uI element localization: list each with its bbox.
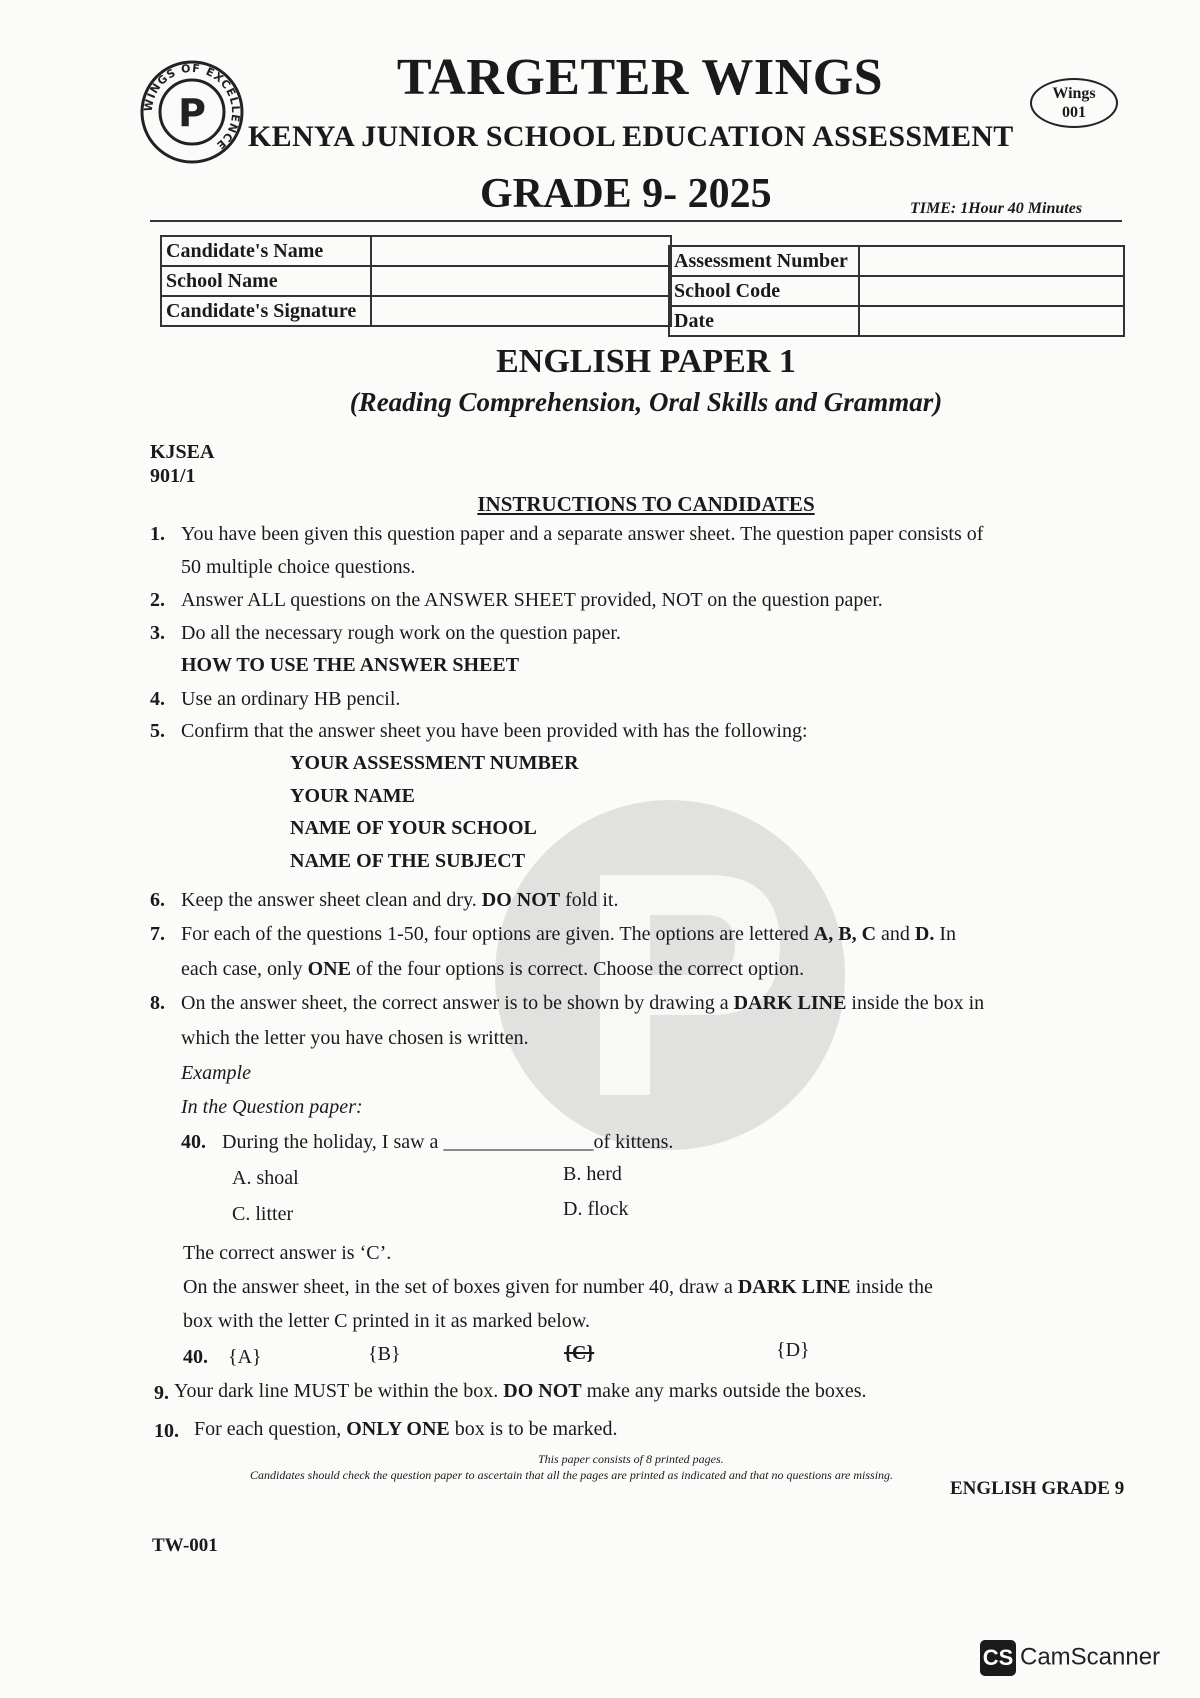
check-pages-note: Candidates should check the question paper to ascertain that all the pages are printed as indicated and that no questions are missing.: [250, 1468, 894, 1482]
option-a: A. shoal: [232, 1167, 299, 1189]
school-code-label: School Code: [669, 276, 859, 306]
instruction-3-text: Do all the necessary rough work on the question paper.: [181, 622, 621, 644]
text-run: Your dark line MUST be within the box.: [174, 1380, 504, 1402]
grade-title: GRADE 9- 2025: [480, 171, 772, 217]
text-run: For each question,: [194, 1418, 347, 1440]
paper-code-line2: 901/1: [150, 465, 196, 487]
checklist-item: NAME OF THE SUBJECT: [290, 850, 526, 872]
text-run-bold: ONE: [307, 958, 351, 980]
answer-box-number: 40.: [183, 1346, 208, 1368]
example-question-number: 40.: [181, 1131, 206, 1153]
candidate-signature-field[interactable]: [371, 296, 671, 326]
camscanner-logo-icon: CS: [980, 1640, 1016, 1676]
badge-line2: 001: [1062, 104, 1086, 121]
instruction-8-text: [181, 992, 984, 1015]
instruction-7-text-cont: [181, 958, 804, 981]
assessment-number-label: Assessment Number: [669, 246, 859, 276]
text-run: Keep the answer sheet clean and dry.: [181, 889, 482, 911]
paper-code: [150, 440, 214, 488]
instruction-2-text: Answer ALL questions on the ANSWER SHEET provided, NOT on the question paper.: [181, 589, 883, 611]
table-row: [161, 266, 671, 296]
instruction-number: 10.: [154, 1420, 179, 1442]
school-logo: [138, 58, 246, 166]
instruction-5-text: Confirm that the answer sheet you have been provided with has the following:: [181, 720, 808, 742]
instruction-number: 9.: [154, 1382, 169, 1404]
assessment-subtitle: KENYA JUNIOR SCHOOL EDUCATION ASSESSMENT: [248, 120, 1014, 153]
candidate-name-field[interactable]: [371, 236, 671, 266]
text-run: During the holiday, I saw a: [222, 1131, 444, 1153]
text-run: of the four options is correct. Choose the correct option.: [350, 958, 805, 980]
text-run: and: [876, 923, 915, 945]
text-run: each case, only: [181, 958, 308, 980]
school-name-field[interactable]: [371, 266, 671, 296]
date-label: Date: [669, 306, 859, 336]
instruction-9-text: [174, 1380, 867, 1403]
text-run: For each of the questions 1-50, four options are given. The options are lettered: [181, 923, 814, 945]
instruction-number: 2.: [150, 589, 165, 611]
paper-title: ENGLISH PAPER 1: [496, 343, 796, 380]
text-run: of kittens.: [593, 1131, 674, 1153]
checklist-item: NAME OF YOUR SCHOOL: [290, 817, 537, 839]
text-run: In: [934, 923, 957, 945]
option-d: D. flock: [563, 1198, 629, 1220]
answer-box-c-marked: {C}: [564, 1342, 595, 1364]
pages-note: This paper consists of 8 printed pages.: [538, 1452, 724, 1466]
date-field[interactable]: [859, 306, 1124, 336]
instruction-number: 3.: [150, 622, 165, 644]
question-paper-label: In the Question paper:: [181, 1096, 363, 1118]
instruction-1-text-cont: 50 multiple choice questions.: [181, 556, 416, 578]
paper-code-line1: KJSEA: [150, 441, 215, 463]
option-c: C. litter: [232, 1203, 294, 1225]
checklist-item: YOUR ASSESSMENT NUMBER: [290, 752, 579, 774]
instruction-7-text: [181, 923, 956, 946]
wings-badge: [1030, 78, 1118, 128]
assessment-number-field[interactable]: [859, 246, 1124, 276]
checklist-item: YOUR NAME: [290, 785, 415, 807]
instruction-number: 6.: [150, 889, 165, 911]
text-run-bold: D.: [914, 923, 935, 945]
instruction-6-text: [181, 889, 618, 912]
instruction-4-text: Use an ordinary HB pencil.: [181, 688, 401, 710]
camscanner-watermark: [980, 1640, 1160, 1676]
instruction-number: 5.: [150, 720, 165, 742]
text-run: On the answer sheet, the correct answer is to be shown by drawing a: [181, 992, 734, 1014]
header-rule: [150, 220, 1122, 222]
instruction-8-text-cont: which the letter you have chosen is written.: [181, 1027, 529, 1049]
table-row: [161, 236, 671, 266]
assessment-details-table: [668, 245, 1125, 337]
school-name-label: School Name: [161, 266, 371, 296]
table-row: [669, 246, 1124, 276]
instruction-number: 1.: [150, 523, 165, 545]
table-row: [161, 296, 671, 326]
text-run: On the answer sheet, in the set of boxes given for number 40, draw a: [183, 1276, 738, 1298]
time-allowed: TIME: 1Hour 40 Minutes: [910, 200, 1083, 217]
text-run-bold: DO NOT: [503, 1380, 582, 1402]
example-question-text: [222, 1131, 673, 1154]
text-run-bold: DARK LINE: [737, 1276, 851, 1298]
text-run-bold: ONLY ONE: [346, 1418, 450, 1440]
badge-line1: Wings: [1052, 85, 1096, 102]
answer-box-d: {D}: [776, 1339, 810, 1361]
paper-subtitle: (Reading Comprehension, Oral Skills and Grammar): [349, 387, 943, 417]
page-title: TARGETER WINGS: [396, 49, 884, 106]
candidate-signature-label: Candidate's Signature: [161, 296, 371, 326]
school-code-field[interactable]: [859, 276, 1124, 306]
answer-box-b: {B}: [368, 1343, 401, 1365]
instruction-number: 8.: [150, 992, 165, 1014]
answer-box-a: {A}: [228, 1346, 262, 1368]
text-run-bold: DO NOT: [481, 889, 561, 911]
logo-ring-text: WINGS OF EXCELLENCE: [141, 61, 243, 153]
answer-blank: _______________: [443, 1131, 594, 1153]
text-run: make any marks outside the boxes.: [581, 1380, 867, 1402]
text-run: inside the box in: [846, 992, 985, 1014]
instruction-number: 4.: [150, 688, 165, 710]
example-label: Example: [181, 1062, 251, 1084]
table-row: [669, 276, 1124, 306]
paper-id-footer: TW-001: [152, 1535, 218, 1556]
text-run: fold it.: [560, 889, 619, 911]
table-row: [669, 306, 1124, 336]
subject-footer: ENGLISH GRADE 9: [950, 1478, 1125, 1499]
camscanner-name: CamScanner: [1020, 1643, 1161, 1671]
candidate-name-label: Candidate's Name: [161, 236, 371, 266]
instructions-heading: INSTRUCTIONS TO CANDIDATES: [477, 492, 815, 516]
instruction-1-text: You have been given this question paper and a separate answer sheet. The question paper consists of: [181, 523, 984, 545]
answer-sheet-heading: HOW TO USE THE ANSWER SHEET: [181, 654, 520, 676]
answer-sheet-instruction: [183, 1276, 933, 1299]
correct-answer-note: The correct answer is ‘C’.: [183, 1242, 392, 1264]
logo-letter: P: [178, 91, 206, 135]
answer-sheet-instruction-cont: box with the letter C printed in it as marked below.: [183, 1310, 590, 1332]
text-run: inside the: [850, 1276, 933, 1298]
candidate-details-table: [160, 235, 672, 327]
text-run-bold: A, B, C: [813, 923, 877, 945]
option-b: B. herd: [563, 1163, 622, 1185]
instruction-10-text: [194, 1418, 617, 1441]
text-run: box is to be marked.: [449, 1418, 618, 1440]
text-run-bold: DARK LINE: [733, 992, 847, 1014]
instruction-number: 7.: [150, 923, 165, 945]
